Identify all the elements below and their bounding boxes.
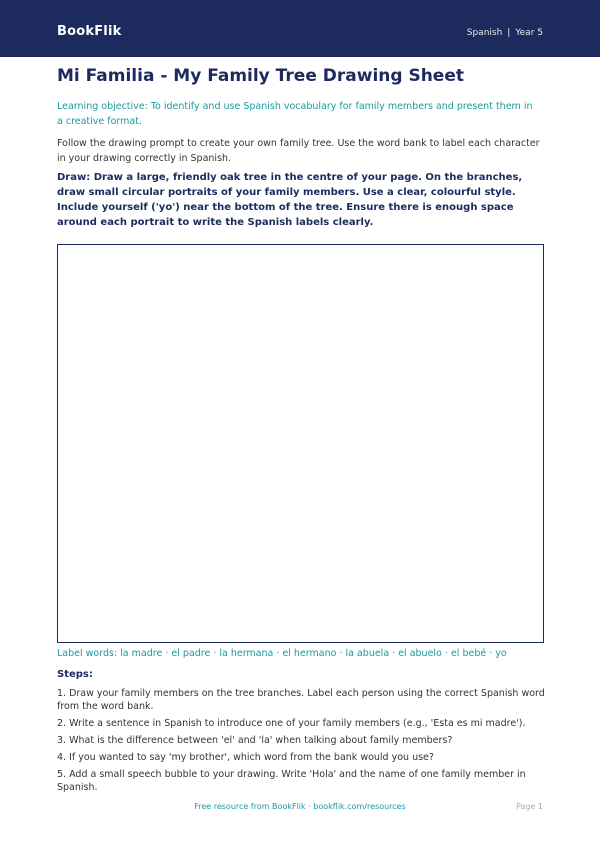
learning-objective: Learning objective: To identify and use Spanish vocabulary for family members and present them in a creative format.: [57, 101, 533, 127]
page-title: Mi Familia - My Family Tree Drawing Sheet: [57, 66, 464, 86]
drawing-area[interactable]: [57, 244, 544, 643]
page-header: [0, 0, 600, 57]
step-item: 1. Draw your family members on the tree branches. Label each person using the correct Spanish word from the word bank.: [57, 688, 545, 712]
subject-label: Spanish: [466, 28, 503, 38]
step-item: 4. If you wanted to say 'my brother', which word from the bank would you use?: [57, 752, 434, 763]
label-word-bank: Label words: la madre · el padre · la hermana · el hermano · la abuela · el abuelo · el bebé · yo: [57, 648, 507, 659]
step-item: 5. Add a small speech bubble to your drawing. Write 'Hola' and the name of one family member in Spanish.: [57, 769, 526, 793]
footer-credit-link[interactable]: Free resource from BookFlik · bookflik.com/resources: [194, 802, 406, 811]
step-item: 3. What is the difference between 'el' and 'la' when talking about family members?: [57, 735, 453, 746]
draw-prompt: Draw: Draw a large, friendly oak tree in the centre of your page. On the branches, draw small circular portraits of your family members. Use a clear, colourful style. Include yourself ('yo') near the bottom of the tree. Ensure there is enough space around each portrait to write the Spanish labels clearly.: [57, 172, 523, 228]
steps-list: [57, 687, 547, 798]
brand-logo[interactable]: BookFlik: [57, 24, 122, 39]
steps-heading: Steps:: [57, 669, 93, 680]
year-label: Year 5: [515, 28, 543, 38]
step-item: 2. Write a sentence in Spanish to introduce one of your family members (e.g., 'Esta es mi madre').: [57, 718, 526, 729]
page-number: Page 1: [516, 802, 543, 811]
meta-separator: |: [507, 28, 511, 38]
subject-year-meta: [467, 28, 543, 38]
instructions-text: Follow the drawing prompt to create your own family tree. Use the word bank to label each character in your drawing correctly in Spanish.: [57, 138, 540, 164]
